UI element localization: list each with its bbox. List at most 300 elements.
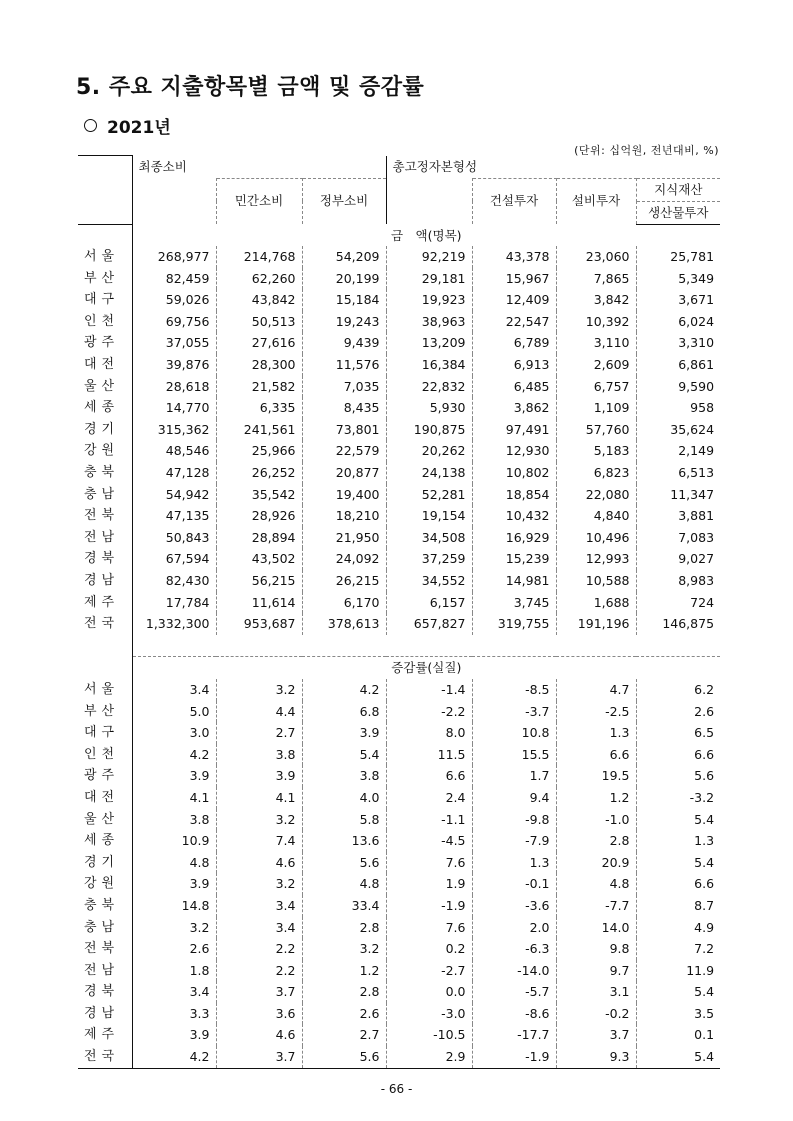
value-cell: 4,840 <box>556 505 636 527</box>
value-cell: 9,439 <box>302 332 386 354</box>
value-cell: -8.6 <box>472 1003 556 1025</box>
value-cell: 4.8 <box>556 873 636 895</box>
value-cell: 3.5 <box>694 1005 715 1021</box>
region-name: 충북 <box>78 462 132 484</box>
region-name: 대구 <box>78 289 132 311</box>
value-cell: 67,594 <box>132 548 216 570</box>
value-cell: 29,181 <box>386 268 472 290</box>
region-name: 서울 <box>78 246 132 268</box>
value-cell: 14.8 <box>132 895 216 917</box>
value-cell: -7.9 <box>472 830 556 852</box>
value-cell: 1.3 <box>694 833 715 849</box>
value-cell: 2.6 <box>694 703 715 719</box>
value-cell: -6.3 <box>472 938 556 960</box>
value-cell: 28,926 <box>216 505 302 527</box>
value-cell: 9.8 <box>556 938 636 960</box>
value-cell: 1.3 <box>472 852 556 874</box>
value-cell: 4.6 <box>216 1024 302 1046</box>
value-cell: 6,757 <box>556 376 636 398</box>
value-cell: 24,138 <box>386 462 472 484</box>
table-row <box>78 981 720 1003</box>
value-cell: 27,616 <box>216 332 302 354</box>
value-cell: 35,624 <box>670 421 715 437</box>
value-cell: 20,262 <box>386 440 472 462</box>
value-cell: 22,832 <box>386 376 472 398</box>
table-row <box>78 592 720 614</box>
value-cell: 3.2 <box>302 938 386 960</box>
value-cell: 7.2 <box>694 941 715 957</box>
table-row <box>78 613 720 635</box>
value-cell: 9.4 <box>472 787 556 809</box>
value-cell: 0.1 <box>694 1027 715 1043</box>
value-cell: 6.8 <box>302 701 386 723</box>
region-name: 충남 <box>78 917 132 939</box>
value-cell: 21,582 <box>216 376 302 398</box>
value-cell: 37,259 <box>386 548 472 570</box>
value-cell: 35,542 <box>216 484 302 506</box>
value-cell: 38,963 <box>386 311 472 333</box>
value-cell: 8,983 <box>678 573 715 588</box>
value-cell: 5.6 <box>694 768 715 784</box>
value-cell: 4.1 <box>216 787 302 809</box>
section-label: 증감률(실질) <box>132 657 720 679</box>
region-name: 부산 <box>78 701 132 723</box>
value-cell: 39,876 <box>132 354 216 376</box>
value-cell: 47,135 <box>132 505 216 527</box>
value-cell: 214,768 <box>216 246 302 268</box>
value-cell: 50,843 <box>132 527 216 549</box>
region-name: 전북 <box>78 505 132 527</box>
value-cell: 3.3 <box>132 1003 216 1025</box>
value-cell: 3.7 <box>216 981 302 1003</box>
value-cell: 7,035 <box>302 376 386 398</box>
value-cell: 10.8 <box>472 722 556 744</box>
value-cell: 28,618 <box>132 376 216 398</box>
value-cell: 18,210 <box>302 505 386 527</box>
value-cell: -9.8 <box>472 809 556 831</box>
page-number: - 66 - <box>380 1082 413 1096</box>
value-cell: 3,110 <box>556 332 636 354</box>
value-cell: 2.8 <box>556 830 636 852</box>
header-ip-line1: 지식재산 <box>636 178 720 201</box>
region-name: 인천 <box>78 311 132 333</box>
value-cell: 2.8 <box>302 981 386 1003</box>
value-cell: 4.7 <box>556 679 636 701</box>
value-cell: 2.2 <box>216 938 302 960</box>
unit-note: (단위: 십억원, 전년대비, %) <box>574 144 719 157</box>
header-ip-line2: 생산물투자 <box>636 201 720 224</box>
value-cell: 4.1 <box>132 787 216 809</box>
value-cell: 3,842 <box>556 289 636 311</box>
value-cell: 19.5 <box>556 765 636 787</box>
value-cell: -2.7 <box>386 960 472 982</box>
value-cell: 3.2 <box>216 873 302 895</box>
value-cell: 13.6 <box>302 830 386 852</box>
value-cell: 5,930 <box>386 397 472 419</box>
value-cell: 97,491 <box>472 419 556 441</box>
value-cell: 19,400 <box>302 484 386 506</box>
value-cell: 146,875 <box>662 616 715 632</box>
circle-bullet-icon <box>84 119 97 132</box>
table-row <box>78 440 720 462</box>
region-name: 경북 <box>78 981 132 1003</box>
value-cell: 24,092 <box>302 548 386 570</box>
value-cell: 0.0 <box>386 981 472 1003</box>
table-row <box>78 895 720 917</box>
value-cell: 191,196 <box>556 613 636 635</box>
value-cell: 3,862 <box>472 397 556 419</box>
value-cell: 7,865 <box>556 268 636 290</box>
value-cell: 3.7 <box>556 1024 636 1046</box>
value-cell: 12,930 <box>472 440 556 462</box>
region-name: 인천 <box>78 744 132 766</box>
value-cell: 6,170 <box>302 592 386 614</box>
table-row <box>78 809 720 831</box>
value-cell: 28,894 <box>216 527 302 549</box>
value-cell: 3.8 <box>302 765 386 787</box>
value-cell: 4.2 <box>132 744 216 766</box>
value-cell: 4.4 <box>216 701 302 723</box>
value-cell: 5.0 <box>132 701 216 723</box>
value-cell: 9.7 <box>556 960 636 982</box>
value-cell: 21,950 <box>302 527 386 549</box>
value-cell: 9.3 <box>556 1046 636 1068</box>
value-cell: 190,875 <box>386 419 472 441</box>
region-name: 울산 <box>78 809 132 831</box>
value-cell: 34,508 <box>386 527 472 549</box>
value-cell: 20.9 <box>556 852 636 874</box>
value-cell: 9,027 <box>678 551 715 567</box>
table-row <box>78 332 720 354</box>
value-cell: 10,392 <box>556 311 636 333</box>
region-name: 전남 <box>78 960 132 982</box>
region-name: 경남 <box>78 1003 132 1025</box>
region-name: 제주 <box>78 592 132 614</box>
value-cell: 26,252 <box>216 462 302 484</box>
value-cell: 6.2 <box>694 681 715 697</box>
region-name: 전국 <box>78 613 132 635</box>
value-cell: 25,781 <box>670 249 715 265</box>
value-cell: 28,300 <box>216 354 302 376</box>
value-cell: 3,881 <box>678 508 715 524</box>
value-cell: 2,149 <box>678 443 715 459</box>
region-name: 부산 <box>78 268 132 290</box>
value-cell: 15,184 <box>302 289 386 311</box>
value-cell: -1.9 <box>386 895 472 917</box>
value-cell: 1.2 <box>556 787 636 809</box>
table-row <box>78 527 720 549</box>
value-cell: 2.4 <box>386 787 472 809</box>
value-cell: -3.0 <box>386 1003 472 1025</box>
value-cell: -1.9 <box>472 1046 556 1068</box>
value-cell: 6,335 <box>216 397 302 419</box>
value-cell: 953,687 <box>216 613 302 635</box>
value-cell: 1,332,300 <box>132 613 216 635</box>
table-row <box>78 873 720 895</box>
table-row <box>78 397 720 419</box>
value-cell: 0.2 <box>386 938 472 960</box>
region-name: 울산 <box>78 376 132 398</box>
region-name: 대전 <box>78 354 132 376</box>
value-cell: 4.8 <box>302 873 386 895</box>
region-name: 전국 <box>78 1046 132 1068</box>
value-cell: 8.0 <box>386 722 472 744</box>
value-cell: 2,609 <box>556 354 636 376</box>
value-cell: 43,378 <box>472 246 556 268</box>
value-cell: 19,243 <box>302 311 386 333</box>
region-name: 서울 <box>78 679 132 701</box>
value-cell: -10.5 <box>386 1024 472 1046</box>
region-name: 제주 <box>78 1024 132 1046</box>
value-cell: -1.1 <box>386 809 472 831</box>
value-cell: 43,842 <box>216 289 302 311</box>
value-cell: 319,755 <box>472 613 556 635</box>
value-cell: 241,561 <box>216 419 302 441</box>
value-cell: 10,432 <box>472 505 556 527</box>
section-label-region-cell <box>78 224 132 246</box>
value-cell: 56,215 <box>216 570 302 592</box>
value-cell: 3.8 <box>216 744 302 766</box>
expenditure-table <box>78 155 720 1069</box>
value-cell: 15,239 <box>472 548 556 570</box>
value-cell: 47,128 <box>132 462 216 484</box>
value-cell: 2.6 <box>302 1003 386 1025</box>
value-cell: 11,614 <box>216 592 302 614</box>
table-row <box>78 701 720 723</box>
value-cell: 22,579 <box>302 440 386 462</box>
value-cell: 14,981 <box>472 570 556 592</box>
value-cell: 724 <box>690 594 715 610</box>
region-name: 경기 <box>78 419 132 441</box>
header-private-consumption: 민간소비 <box>216 178 302 224</box>
value-cell: 1.9 <box>386 873 472 895</box>
value-cell: -14.0 <box>472 960 556 982</box>
page-title: 5. 주요 지출항목별 금액 및 증감률 <box>76 75 425 100</box>
value-cell: 11.5 <box>386 744 472 766</box>
value-cell: 43,502 <box>216 548 302 570</box>
value-cell: 268,977 <box>132 246 216 268</box>
value-cell: 2.9 <box>386 1046 472 1068</box>
value-cell: -3.7 <box>472 701 556 723</box>
value-cell: 3.2 <box>216 809 302 831</box>
value-cell: 11,347 <box>670 486 715 502</box>
value-cell: 14.0 <box>556 917 636 939</box>
value-cell: 3.9 <box>216 765 302 787</box>
value-cell: 6,513 <box>678 465 715 481</box>
value-cell: 5.4 <box>636 1046 720 1068</box>
value-cell: 3,671 <box>678 292 715 308</box>
table-row <box>78 570 720 592</box>
value-cell: 50,513 <box>216 311 302 333</box>
value-cell: 20,877 <box>302 462 386 484</box>
table-row <box>78 1003 720 1025</box>
value-cell: 3.1 <box>556 981 636 1003</box>
value-cell: 22,547 <box>472 311 556 333</box>
value-cell: 10,496 <box>556 527 636 549</box>
value-cell: 7.4 <box>216 830 302 852</box>
table-row <box>78 354 720 376</box>
value-cell: -2.5 <box>556 701 636 723</box>
value-cell: 2.8 <box>302 917 386 939</box>
region-name: 대전 <box>78 787 132 809</box>
spacer-cell <box>132 635 720 657</box>
header-final-consumption: 최종소비 <box>132 156 386 179</box>
table-row <box>78 917 720 939</box>
value-cell: 7.6 <box>386 917 472 939</box>
value-cell: 1.7 <box>472 765 556 787</box>
region-name: 대구 <box>78 722 132 744</box>
value-cell: 3.8 <box>132 809 216 831</box>
value-cell: 59,026 <box>132 289 216 311</box>
table-row <box>78 311 720 333</box>
value-cell: 378,613 <box>302 613 386 635</box>
table-row <box>78 419 720 441</box>
value-cell: 13,209 <box>386 332 472 354</box>
value-cell: 3.4 <box>216 895 302 917</box>
value-cell: 1.8 <box>132 960 216 982</box>
value-cell: 14,770 <box>132 397 216 419</box>
section-spacer <box>78 635 720 657</box>
value-cell: 62,260 <box>216 268 302 290</box>
header-gross-fixed-capital: 총고정자본형성 <box>392 158 478 174</box>
value-cell: 10.9 <box>132 830 216 852</box>
value-cell: 3.6 <box>216 1003 302 1025</box>
table-row <box>78 246 720 268</box>
value-cell: 2.2 <box>216 960 302 982</box>
value-cell: 37,055 <box>132 332 216 354</box>
value-cell: 3.7 <box>216 1046 302 1068</box>
value-cell: 4.6 <box>216 852 302 874</box>
value-cell: 8.7 <box>694 897 715 913</box>
value-cell: 73,801 <box>302 419 386 441</box>
region-name: 전북 <box>78 938 132 960</box>
value-cell: 3.4 <box>132 679 216 701</box>
value-cell: 315,362 <box>132 419 216 441</box>
value-cell: 26,215 <box>302 570 386 592</box>
table-row <box>78 1024 720 1046</box>
value-cell: 6.5 <box>694 725 715 741</box>
value-cell: 9,590 <box>678 378 715 394</box>
value-cell: 6,024 <box>678 313 715 329</box>
value-cell: 5,183 <box>556 440 636 462</box>
value-cell: 15,967 <box>472 268 556 290</box>
region-name: 충남 <box>78 484 132 506</box>
region-name: 광주 <box>78 765 132 787</box>
value-cell: 4.9 <box>694 919 715 935</box>
value-cell: -1.4 <box>386 679 472 701</box>
value-cell: 1,688 <box>556 592 636 614</box>
value-cell: 3.9 <box>302 722 386 744</box>
value-cell: -3.6 <box>472 895 556 917</box>
value-cell: 3.9 <box>132 765 216 787</box>
value-cell: 6.6 <box>386 765 472 787</box>
value-cell: -17.7 <box>472 1024 556 1046</box>
table-row <box>78 852 720 874</box>
value-cell: 5.6 <box>302 1046 386 1068</box>
value-cell: 5.4 <box>302 744 386 766</box>
value-cell: 82,459 <box>132 268 216 290</box>
table-row <box>78 938 720 960</box>
value-cell: 7,083 <box>678 529 715 545</box>
value-cell: 3.4 <box>216 917 302 939</box>
value-cell: 25,966 <box>216 440 302 462</box>
value-cell: 15.5 <box>472 744 556 766</box>
value-cell: -8.5 <box>472 679 556 701</box>
table-row <box>78 787 720 809</box>
value-cell: 33.4 <box>302 895 386 917</box>
region-name: 전남 <box>78 527 132 549</box>
region-name: 세종 <box>78 397 132 419</box>
value-cell: 11.9 <box>686 962 715 978</box>
header-government-consumption: 정부소비 <box>302 178 386 224</box>
value-cell: -0.2 <box>556 1003 636 1025</box>
value-cell: 11,576 <box>302 354 386 376</box>
value-cell: 3,310 <box>678 335 715 351</box>
value-cell: 6.6 <box>694 746 715 762</box>
table-row <box>78 1046 720 1068</box>
table-row <box>78 268 720 290</box>
table-row <box>78 679 720 701</box>
value-cell: 18,854 <box>472 484 556 506</box>
value-cell: 6,485 <box>472 376 556 398</box>
value-cell: 7.6 <box>386 852 472 874</box>
value-cell: 2.6 <box>132 938 216 960</box>
value-cell: -7.7 <box>556 895 636 917</box>
value-cell: 17,784 <box>132 592 216 614</box>
year-label: 2021년 <box>107 118 171 138</box>
value-cell: 23,060 <box>556 246 636 268</box>
value-cell: 1,109 <box>556 397 636 419</box>
table-row <box>78 830 720 852</box>
year-subtitle <box>84 113 171 138</box>
value-cell: 4.0 <box>302 787 386 809</box>
value-cell: 6.6 <box>556 744 636 766</box>
value-cell: 3.2 <box>216 679 302 701</box>
value-cell: 54,209 <box>302 246 386 268</box>
table-row <box>78 289 720 311</box>
value-cell: 4.8 <box>132 852 216 874</box>
value-cell: -0.1 <box>472 873 556 895</box>
region-name: 강원 <box>78 873 132 895</box>
value-cell: 57,760 <box>556 419 636 441</box>
value-cell: 6,789 <box>472 332 556 354</box>
section-label-region-cell <box>78 657 132 679</box>
value-cell: 5.8 <box>302 809 386 831</box>
value-cell: -2.2 <box>386 701 472 723</box>
value-cell: 657,827 <box>386 613 472 635</box>
value-cell: 22,080 <box>556 484 636 506</box>
table-row <box>78 376 720 398</box>
value-cell: 3,745 <box>472 592 556 614</box>
header-construction: 건설투자 <box>472 178 556 224</box>
value-cell: -4.5 <box>386 830 472 852</box>
region-name: 경기 <box>78 852 132 874</box>
value-cell: 5.4 <box>694 984 715 1000</box>
value-cell: 19,154 <box>386 505 472 527</box>
section-label-row <box>78 224 720 246</box>
value-cell: 3.9 <box>132 873 216 895</box>
value-cell: 6,157 <box>386 592 472 614</box>
value-cell: 6,861 <box>678 357 715 373</box>
value-cell: 54,942 <box>132 484 216 506</box>
value-cell: 48,546 <box>132 440 216 462</box>
table-row <box>78 765 720 787</box>
value-cell: -5.7 <box>472 981 556 1003</box>
value-cell: 52,281 <box>386 484 472 506</box>
value-cell: 3.9 <box>132 1024 216 1046</box>
value-cell: 1.2 <box>302 960 386 982</box>
region-name: 세종 <box>78 830 132 852</box>
